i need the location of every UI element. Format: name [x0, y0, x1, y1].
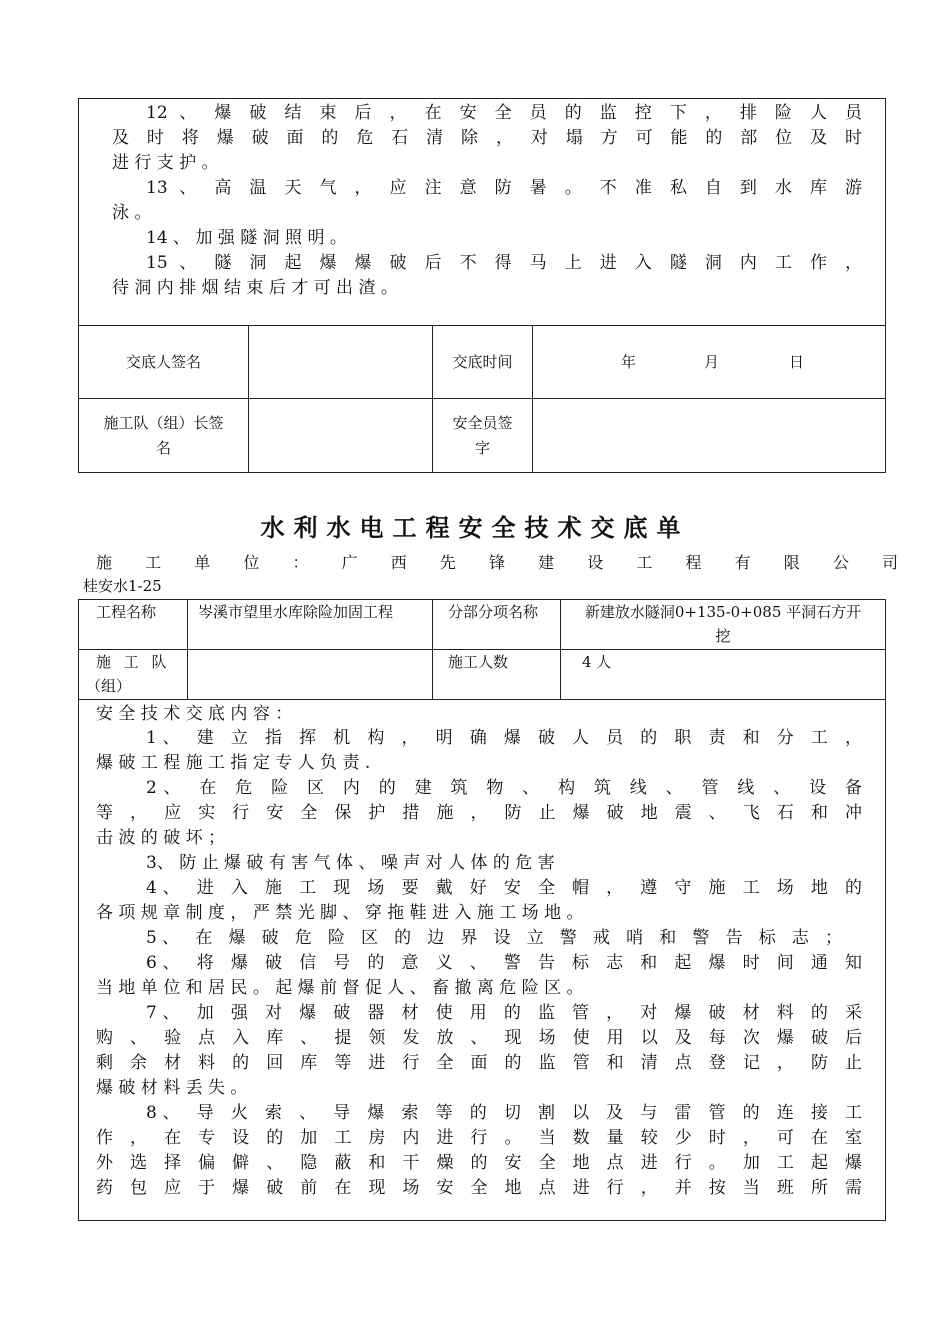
item-8-line-3: 外 选 择 偏 僻 、 隐 蔽 和 干 燥 的 安 全 地 点 进 行 。 加 工 起 爆 [96, 1153, 862, 1173]
item-4-line-1: 4、 进 入 施 工 现 场 要 戴 好 安 全 帽 ， 遵 守 施 工 场 地 的 [146, 878, 862, 898]
presenter-label: 交底人签名 [125, 353, 201, 371]
subitem-value-line-2: 挖 [715, 627, 731, 645]
item-1-line-2: 爆 破 工 程 施 工 指 定 专 人 负 责 . [96, 753, 371, 773]
sign-row-divider [78, 398, 886, 399]
item-7-line-1: 7、 加 强 对 爆 破 器 材 使 用 的 监 管 ， 对 爆 破 材 料 的 采 [146, 1003, 862, 1023]
item-12-line-3: 进 行 支 护 。 [112, 153, 219, 173]
form-col-1 [187, 599, 188, 699]
project-value: 岑溪市望里水库除险加固工程 [198, 603, 394, 621]
item-7-line-4: 爆 破 材 料 丢 失 。 [96, 1078, 248, 1098]
workers-label: 施工人数 [448, 653, 509, 671]
leader-label-line-2: 名 [155, 439, 171, 457]
subitem-value-line-1: 新建放水隧洞0+135-0+085 平洞石方开 [584, 603, 862, 621]
project-label: 工程名称 [96, 603, 157, 621]
item-15-line-1: 15 、 隧 洞 起 爆 爆 破 后 不 得 马 上 进 入 隧 洞 内 工 作 ， [146, 253, 862, 273]
time-month: 月 [704, 353, 720, 371]
form-title: 水利水电工程安全技术交底单 [260, 513, 690, 542]
item-13-line-1: 13 、 高 温 天 气 ， 应 注 意 防 暑 。 不 准 私 自 到 水 库 游 [146, 178, 862, 198]
team-label-line-1: 施 工 队 [96, 653, 171, 671]
time-label: 交底时间 [452, 353, 513, 371]
item-12-line-1: 12 、 爆 破 结 束 后 ， 在 安 全 员 的 监 控 下 ， 排 险 人 员 [146, 103, 862, 123]
item-14-line-1: 14 、 加 强 隧 洞 照 明 。 [146, 228, 347, 248]
form-col-2 [432, 599, 433, 699]
item-2-line-1: 2、 在 危 险 区 内 的 建 筑 物 、 构 筑 线 、 管 线 、 设 备 [146, 778, 862, 798]
item-5-line-1: 5、 在 爆 破 危 险 区 的 边 界 设 立 警 戒 哨 和 警 告 标 志 ； [146, 928, 842, 948]
document-number: 桂安水1-25 [83, 577, 162, 595]
top-divider [78, 325, 886, 326]
item-15-line-2: 待 洞 内 排 烟 结 束 后 才 可 出 渣 。 [112, 278, 398, 298]
item-2-line-2: 等 ， 应 实 行 安 全 保 护 措 施 ， 防 止 爆 破 地 震 、 飞 石 和 冲 [96, 803, 862, 823]
subitem-label: 分部分项名称 [448, 603, 539, 621]
item-6-line-2: 当 地 单 位 和 居 民 。 起 爆 前 督 促 人 、 畜 撤 离 危 险 区 。 [96, 978, 584, 998]
item-12-line-2: 及 时 将 爆 破 面 的 危 石 清 除 ， 对 塌 方 可 能 的 部 位 及 时 [112, 128, 862, 148]
item-13-line-2: 泳 。 [112, 203, 152, 223]
form-row-2-divider [78, 699, 886, 700]
leader-label-line-1: 施工队（组）长签 [103, 414, 224, 432]
item-7-line-3: 剩 余 材 料 的 回 库 等 进 行 全 面 的 监 管 和 清 点 登 记 ， 防 止 [96, 1053, 862, 1073]
time-year: 年 [621, 353, 637, 371]
workers-value: 4 人 [582, 653, 612, 671]
item-8-line-1: 8、 导 火 索 、 导 爆 索 等 的 切 割 以 及 与 雷 管 的 连 接 工 [146, 1103, 862, 1123]
item-3-line-1: 3、 防 止 爆 破 有 害 气 体 、 噪 声 对 人 体 的 危 害 [146, 853, 555, 873]
time-day: 日 [789, 353, 805, 371]
item-7-line-2: 购 、 验 点 入 库 、 提 领 发 放 、 现 场 使 用 以 及 每 次 爆 破 后 [96, 1028, 862, 1048]
item-6-line-1: 6、 将 爆 破 信 号 的 意 义 、 警 告 标 志 和 起 爆 时 间 通 知 [146, 953, 862, 973]
item-8-line-4: 药 包 应 于 爆 破 前 在 现 场 安 全 地 点 进 行 ， 并 按 当 班 所 需 [96, 1178, 862, 1198]
sign-col-3 [532, 325, 533, 473]
item-8-line-2: 作 ， 在 专 设 的 加 工 房 内 进 行 。 当 数 量 较 少 时 ， 可 在 室 [96, 1128, 862, 1148]
sign-col-1 [248, 325, 249, 473]
team-label-line-2: （组） [86, 677, 132, 695]
item-1-line-1: 1、 建 立 指 挥 机 构 ， 明 确 爆 破 人 员 的 职 责 和 分 工 ， [146, 728, 862, 748]
safety-label-line-2: 字 [474, 439, 490, 457]
content-heading: 安 全 技 术 交 底 内 容 ： [96, 704, 293, 724]
safety-label-line-1: 安全员签 [452, 414, 513, 432]
item-2-line-3: 击 波 的 破 坏 ； [96, 828, 226, 848]
item-4-line-2: 各 项 规 章 制 度 ， 严 禁 光 脚 、 穿 拖 鞋 进 入 施 工 场 地 。 [96, 903, 584, 923]
construction-unit: 施 工 单 位 ： 广 西 先 锋 建 设 工 程 有 限 公 司 [96, 553, 898, 572]
